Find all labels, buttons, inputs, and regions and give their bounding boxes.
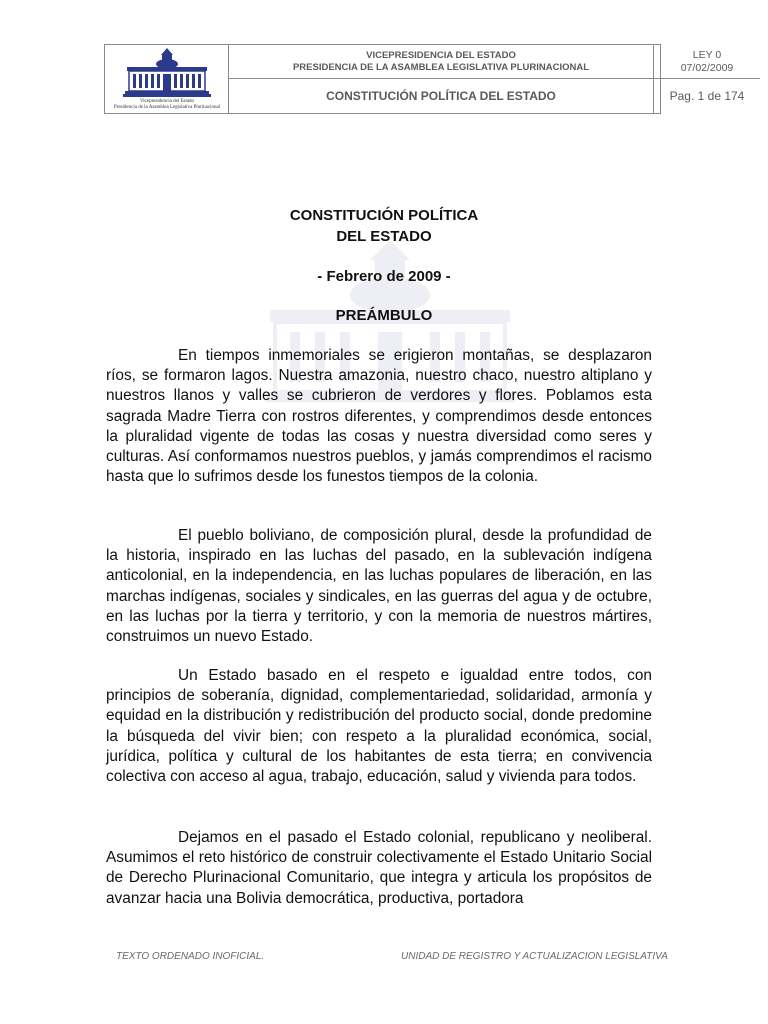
preamble-paragraph-3: Un Estado basado en el respeto e igualdad entre todos, con principios de soberanía, dignidad, complementariedad, solidaridad, armonía y equidad en la distribución y redistribución del producto social, donde predomine la búsqueda del vivir bien; con respeto a la pluralidad económica, social, jurídica, política y cultural de los habitantes de esta tierra; en convivencia colectiva con acceso al agua, trabajo, educación, salud y vivienda para todos. bbox=[106, 667, 652, 786]
preamble-paragraph-4: Dejamos en el pasado el Estado colonial, republicano y neoliberal. Asumimos el reto histórico de construir colectivamente el Estado Unitario Social de Derecho Plurinacional Comunitario, que integra y articula los propósitos de avanzar hacia una Bolivia democrática, productiva, portadora bbox=[106, 829, 652, 907]
office-line-1: VICEPRESIDENCIA DEL ESTADO bbox=[366, 50, 516, 61]
legislative-palace-logo-icon bbox=[105, 45, 229, 101]
document-title-line-1: CONSTITUCIÓN POLÍTICA bbox=[289, 207, 479, 224]
logo-cell bbox=[105, 45, 229, 113]
preamble-paragraph-2: El pueblo boliviano, de composición plural, desde la profundidad de la historia, inspirado en las luchas del pasado, en la sublevación indígena anticolonial, en la independencia, en las luchas populares de liberación, en las marchas indígenas, sociales y sindicales, en las guerras del agua y de octubre, en las luchas por la tierra y territorio, y con la memoria de nuestros mártires, construimos un nuevo Estado. bbox=[106, 527, 652, 646]
header-document-name: CONSTITUCIÓN POLÍTICA DEL ESTADO bbox=[229, 79, 654, 113]
section-title-preambulo: PREÁMBULO bbox=[335, 307, 433, 324]
law-reference bbox=[654, 45, 760, 79]
law-number: LEY 0 bbox=[692, 49, 722, 61]
logo-caption-line-1: Vicepresidencia del Estado bbox=[139, 99, 195, 104]
document-title-line-2: DEL ESTADO bbox=[336, 228, 432, 245]
office-line-2: PRESIDENCIA DE LA ASAMBLEA LEGISLATIVA PLURINACIONAL bbox=[292, 62, 590, 73]
issuing-office bbox=[229, 45, 654, 79]
document-header bbox=[104, 44, 745, 114]
logo-caption bbox=[107, 99, 227, 111]
footer-unofficial-text: TEXTO ORDENADO INOFICIAL. bbox=[116, 951, 265, 962]
footer-registry-unit: UNIDAD DE REGISTRO Y ACTUALIZACION LEGISLATIVA bbox=[401, 951, 668, 962]
preamble-paragraph-1: En tiempos inmemoriales se erigieron montañas, se desplazaron ríos, se formaron lagos. Nuestra amazonia, nuestro chaco, nuestro altiplano y nuestros llanos y valles se cubrieron de verdores y flores. Poblamos esta sagrada Madre Tierra con rostros diferentes, y comprendimos desde entonces la pluralidad vigente de todas las cosas y nuestra diversidad como seres y culturas. Así conformamos nuestros pueblos, y jamás comprendimos el racismo hasta que lo sufrimos desde los funestos tiempos de la colonia. bbox=[106, 347, 652, 486]
law-date: 07/02/2009 bbox=[680, 62, 734, 74]
document-date: - Febrero de 2009 - bbox=[317, 268, 451, 285]
page-indicator: Pag. 1 de 174 bbox=[669, 89, 745, 103]
logo-caption-line-2: Presidencia de la Asamblea Legislativa Plurinacional bbox=[113, 105, 221, 110]
